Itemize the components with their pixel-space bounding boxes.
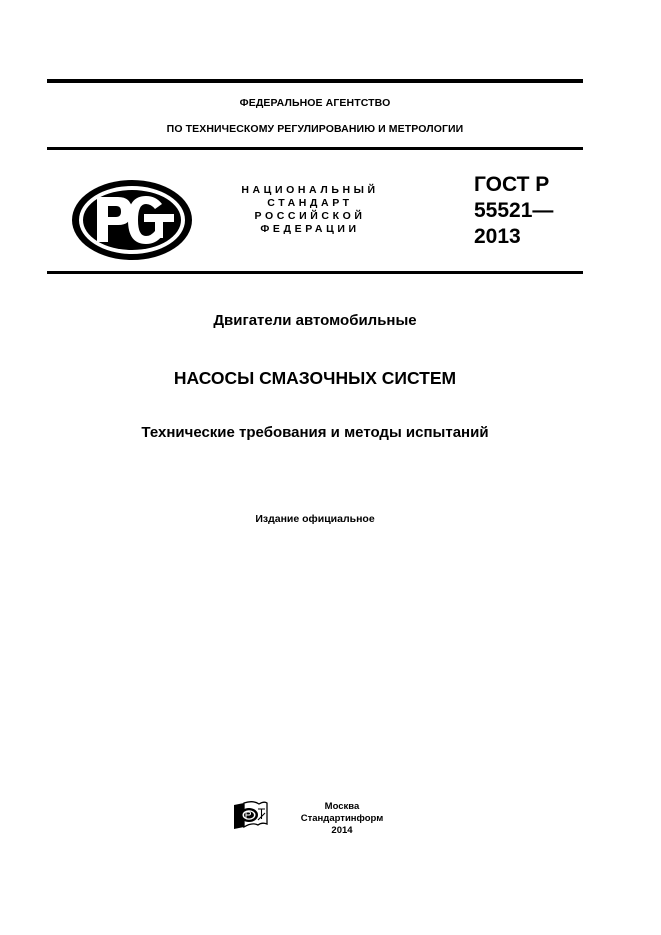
- national-standard-line-3: РОССИЙСКОЙ: [254, 210, 366, 222]
- agency-line-1: ФЕДЕРАЛЬНОЕ АГЕНТСТВО: [239, 97, 391, 109]
- designation-line-3: 2013: [474, 225, 521, 248]
- rst-certification-mark-icon: [70, 178, 194, 262]
- document-subtitle: Технические требования и методы испытаний: [141, 424, 489, 441]
- national-standard-line-4: ФЕДЕРАЦИИ: [260, 223, 360, 235]
- top-rule: [47, 79, 583, 83]
- block-bottom-rule: [47, 271, 583, 274]
- publisher-city: Москва: [324, 801, 360, 812]
- national-standard-line-2: СТАНДАРТ: [267, 197, 353, 209]
- standard-designation: [474, 172, 553, 250]
- edition-note: Издание официальное: [255, 513, 375, 525]
- document-subject: Двигатели автомобильные: [213, 312, 417, 329]
- designation-line-1: ГОСТ Р: [474, 173, 550, 196]
- publisher-year: 2014: [331, 825, 353, 836]
- header-rule: [47, 147, 583, 150]
- agency-line-2: ПО ТЕХНИЧЕСКОМУ РЕГУЛИРОВАНИЮ И МЕТРОЛОГИИ: [166, 123, 464, 135]
- publisher-name: Стандартинформ: [300, 813, 384, 824]
- designation-line-2: 55521—: [474, 199, 554, 222]
- national-standard-label: [225, 184, 395, 236]
- publisher-info: [290, 801, 394, 837]
- document-title: НАСОСЫ СМАЗОЧНЫХ СИСТЕМ: [173, 368, 457, 388]
- standartinform-logo-icon: [232, 800, 268, 830]
- national-standard-line-1: НАЦИОНАЛЬНЫЙ: [241, 184, 379, 196]
